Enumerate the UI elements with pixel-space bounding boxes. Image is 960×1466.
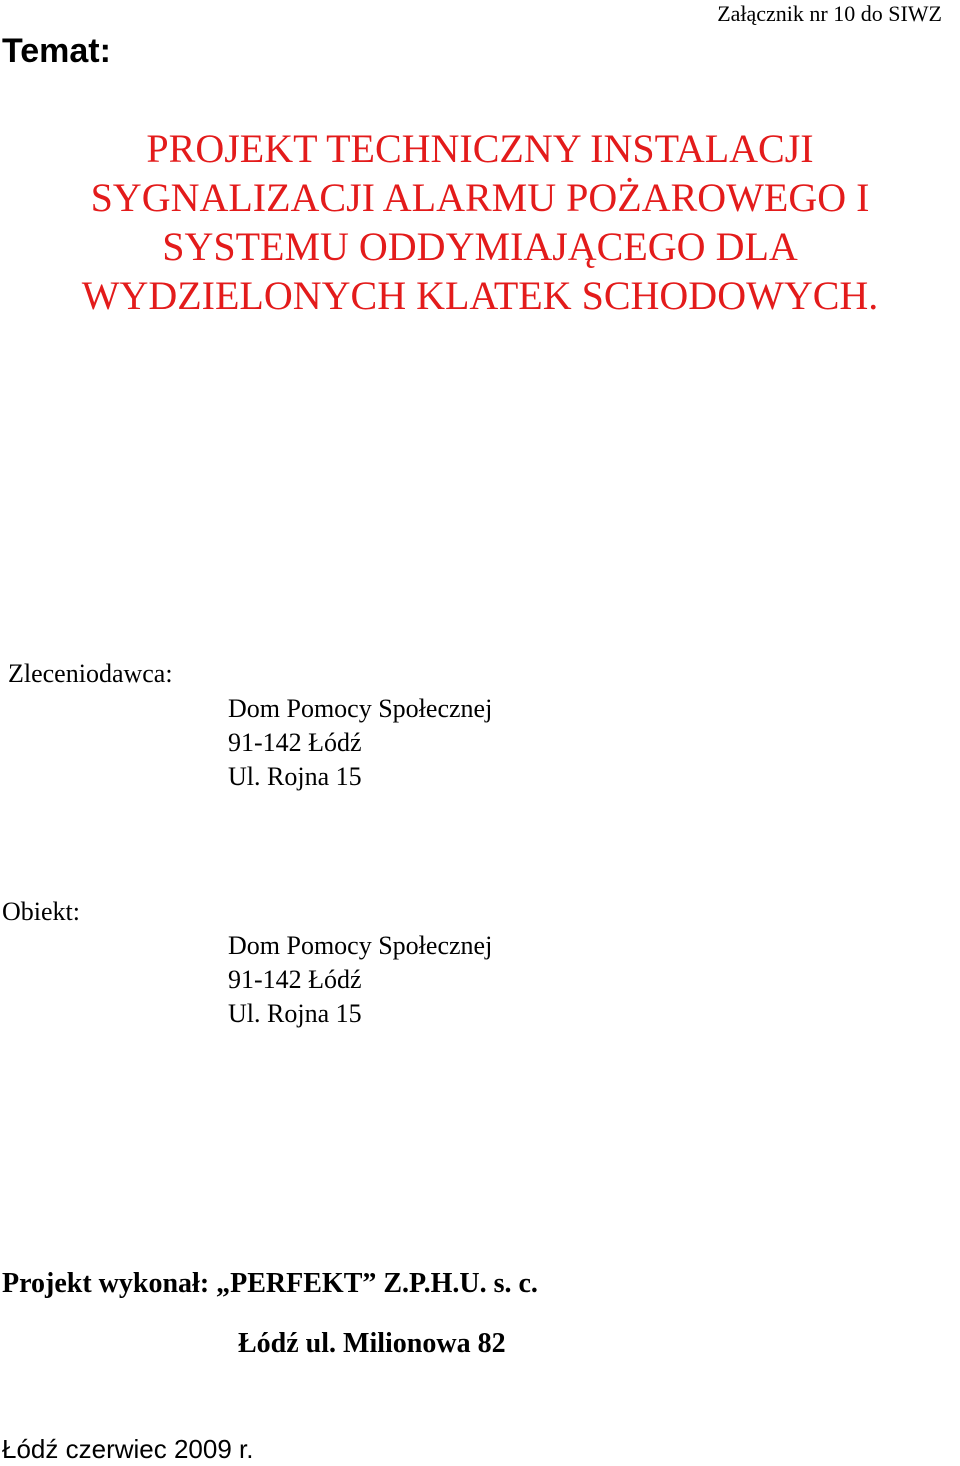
object-address <box>228 929 492 1031</box>
object-address-line: Ul. Rojna 15 <box>228 999 362 1028</box>
title-line: SYSTEMU ODDYMIAJĄCEGO DLA <box>162 224 798 269</box>
title-line: WYDZIELONYCH KLATEK SCHODOWYCH. <box>81 273 879 318</box>
client-label: Zleceniodawca: <box>8 659 173 688</box>
document-date: Łódź czerwiec 2009 r. <box>2 1434 254 1464</box>
client-address <box>228 692 492 794</box>
title-line: SYGNALIZACJI ALARMU POŻAROWEGO I <box>90 175 870 220</box>
project-author-address: Łódź ul. Milionowa 82 <box>238 1328 506 1359</box>
document-title <box>0 124 960 320</box>
project-author: Projekt wykonał: „PERFEKT” Z.P.H.U. s. c. <box>2 1268 538 1299</box>
client-address-line: 91-142 Łódź <box>228 728 362 757</box>
client-address-line: Ul. Rojna 15 <box>228 762 362 791</box>
client-address-line: Dom Pomocy Społecznej <box>228 694 493 723</box>
topic-label: Temat: <box>2 32 111 70</box>
title-line: PROJEKT TECHNICZNY INSTALACJI <box>146 126 814 171</box>
object-address-line: 91-142 Łódź <box>228 965 362 994</box>
object-label: Obiekt: <box>2 897 80 926</box>
annex-note: Załącznik nr 10 do SIWZ <box>717 1 942 26</box>
object-address-line: Dom Pomocy Społecznej <box>228 931 493 960</box>
